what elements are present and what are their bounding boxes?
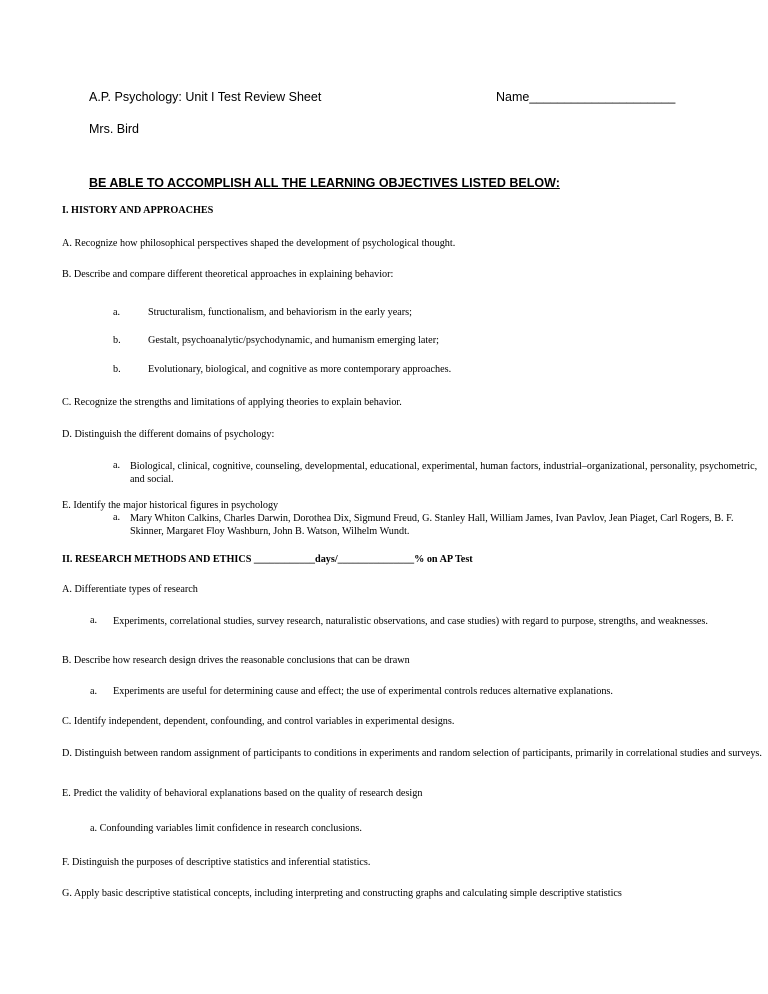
research-types-list: Experiments, correlational studies, survey research, naturalistic observations, and case studies) with regard to purpose, strengths, and weaknesses. bbox=[113, 616, 708, 627]
historical-figures-list: Mary Whiton Calkins, Charles Darwin, Dorothea Dix, Sigmund Freud, G. Stanley Hall, William James, Ivan Pavlov, Jean Piaget, Carl Rogers, B. F. Skinner, Margaret Floy Washburn, John B. Watson, Wilhelm Wundt. bbox=[130, 513, 734, 537]
list-marker: a. bbox=[90, 686, 98, 697]
section-1-item-c: C. Recognize the strengths and limitations of applying theories to explain behavior. bbox=[62, 397, 402, 408]
list-marker: a. bbox=[113, 307, 121, 318]
section-1-item-d: D. Distinguish the different domains of psychology: bbox=[62, 429, 275, 440]
section-2-item-e: E. Predict the validity of behavioral explanations based on the quality of research design bbox=[62, 788, 423, 799]
psychology-domains-list: Biological, clinical, cognitive, counseling, developmental, educational, experimental, human factors, industrial–organizational, personality, psychometric, and social. bbox=[130, 461, 758, 485]
section-1-item-e: E. Identify the major historical figures in psychology bbox=[62, 500, 279, 511]
section-2-item-g: G. Apply basic descriptive statistical concepts, including interpreting and constructing graphs and calculating simple descriptive statistics bbox=[62, 888, 622, 899]
section-2-item-f: F. Distinguish the purposes of descriptive statistics and inferential statistics. bbox=[62, 857, 371, 868]
list-marker: a. bbox=[90, 615, 98, 626]
list-marker: b. bbox=[113, 335, 121, 346]
section-2-item-d: D. Distinguish between random assignment of participants to conditions in experiments and random selection of participants, primarily in correlational studies and surveys. bbox=[62, 748, 762, 759]
section-1-heading: I. HISTORY AND APPROACHES bbox=[62, 205, 214, 216]
teacher-name: Mrs. Bird bbox=[89, 122, 139, 136]
section-1-b-subitem-1: Structuralism, functionalism, and behaviorism in the early years; bbox=[148, 307, 412, 318]
list-marker: a. bbox=[113, 460, 121, 471]
section-1-item-a: A. Recognize how philosophical perspectives shaped the development of psychological thought. bbox=[62, 238, 456, 249]
section-1-item-b: B. Describe and compare different theoretical approaches in explaining behavior: bbox=[62, 269, 394, 280]
section-2-item-b: B. Describe how research design drives the reasonable conclusions that can be drawn bbox=[62, 655, 410, 666]
list-marker: b. bbox=[113, 364, 121, 375]
section-1-b-subitem-3: Evolutionary, biological, and cognitive as more contemporary approaches. bbox=[148, 364, 452, 375]
section-2-item-a: A. Differentiate types of research bbox=[62, 584, 198, 595]
section-1-b-subitem-2: Gestalt, psychoanalytic/psychodynamic, and humanism emerging later; bbox=[148, 335, 439, 346]
document-title: A.P. Psychology: Unit I Test Review Sheet bbox=[89, 90, 322, 104]
objectives-heading: BE ABLE TO ACCOMPLISH ALL THE LEARNING OBJECTIVES LISTED BELOW: bbox=[89, 176, 560, 190]
section-2-heading: II. RESEARCH METHODS AND ETHICS ____________days/_______________% on AP Test bbox=[62, 554, 473, 565]
section-2-b-subitem: Experiments are useful for determining cause and effect; the use of experimental controls reduces alternative explanations. bbox=[113, 686, 613, 697]
section-2-e-subitem: a. Confounding variables limit confidence in research conclusions. bbox=[90, 823, 362, 834]
list-marker: a. bbox=[113, 512, 121, 523]
section-2-item-c: C. Identify independent, dependent, confounding, and control variables in experimental designs. bbox=[62, 716, 455, 727]
name-field-label: Name_____________________ bbox=[496, 90, 676, 104]
